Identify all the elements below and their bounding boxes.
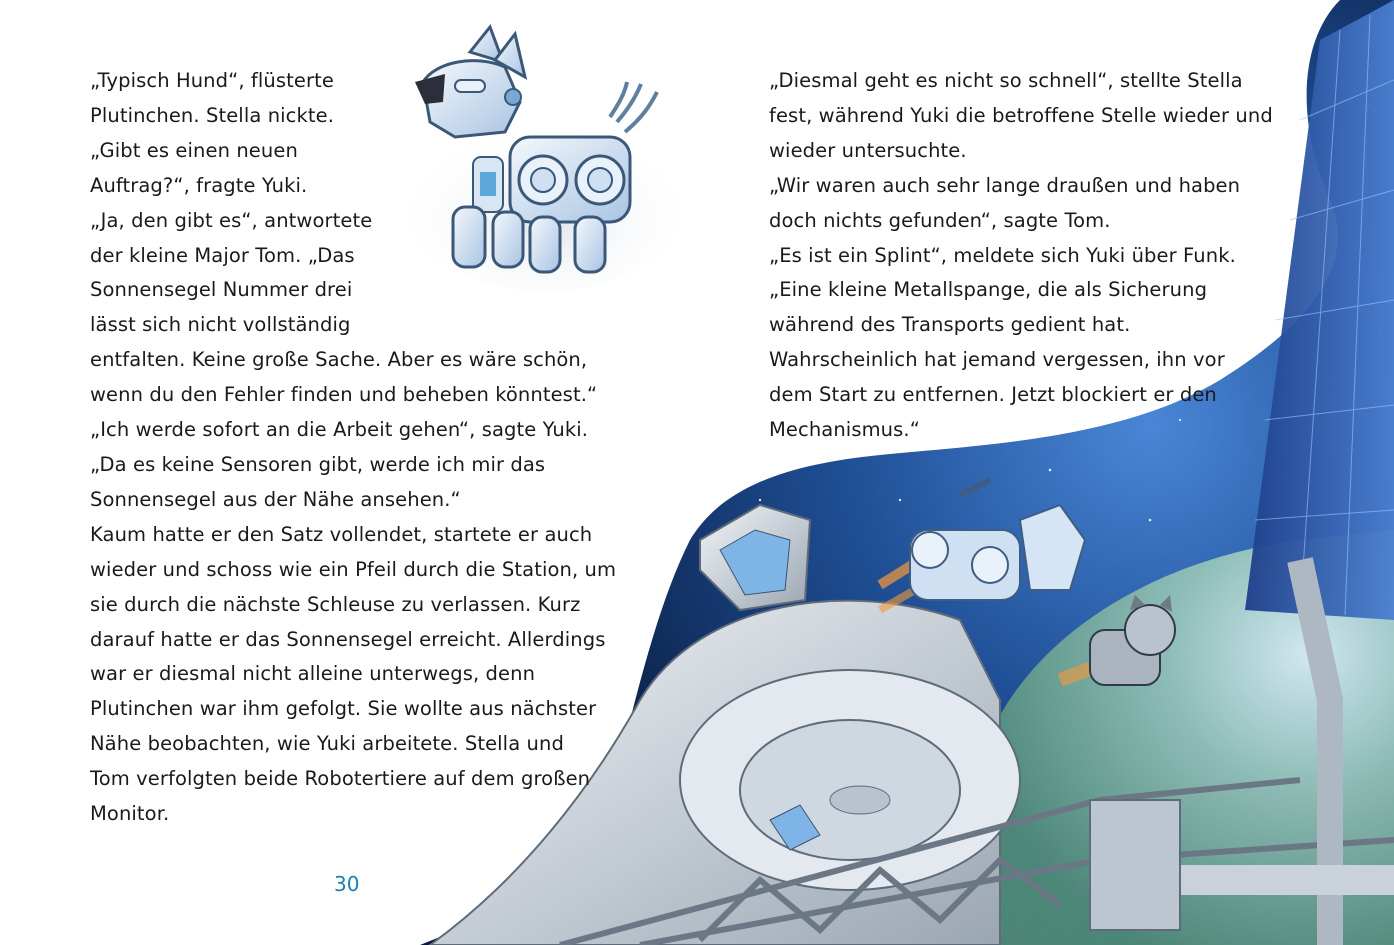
text-line: entfalten. Keine große Sache. Aber es wäre schön,: [90, 348, 588, 372]
text-line: wenn du den Fehler finden und beheben könntest.“: [90, 383, 598, 407]
text-line: „Da es keine Sensoren gibt, werde ich mir das: [90, 452, 546, 476]
text-line: Wahrscheinlich hat jemand vergessen, ihn vor: [769, 348, 1225, 372]
text-line: lässt sich nicht vollständig: [90, 313, 351, 337]
page-number: 30: [334, 872, 360, 896]
text-line: darauf hatte er das Sonnensegel erreicht. Allerdings: [90, 627, 606, 651]
text-line: Nähe beobachten, wie Yuki arbeitete. Stella und: [90, 732, 564, 756]
text-line: „Eine kleine Metallspange, die als Sicherung: [769, 278, 1208, 302]
right-column-text: [769, 64, 1309, 448]
text-line: dem Start zu entfernen. Jetzt blockiert er den: [769, 383, 1217, 407]
text-line: „Es ist ein Splint“, meldete sich Yuki über Funk.: [769, 243, 1236, 267]
text-line: „Diesmal geht es nicht so schnell“, stellte Stella: [769, 69, 1243, 92]
text-line: wieder untersuchte.: [769, 138, 967, 162]
text-line: Sonnensegel aus der Nähe ansehen.“: [90, 487, 461, 511]
text-line: fest, während Yuki die betroffene Stelle wieder und: [769, 103, 1273, 127]
text-line: „Ja, den gibt es“, antwortete: [90, 208, 373, 232]
text-line: Kaum hatte er den Satz vollendet, startete er auch: [90, 522, 593, 546]
text-line: Auftrag?“, fragte Yuki.: [90, 173, 308, 197]
text-line: der kleine Major Tom. „Das: [90, 243, 355, 267]
text-line: Mechanismus.“: [769, 418, 920, 442]
text-line: Sonnensegel Nummer drei: [90, 278, 353, 302]
text-line: „Typisch Hund“, flüsterte: [90, 69, 334, 92]
text-line: Tom verfolgten beide Robotertiere auf dem großen: [90, 767, 591, 791]
text-line: „Ich werde sofort an die Arbeit gehen“, sagte Yuki.: [90, 418, 589, 442]
left-column-text: [90, 64, 650, 832]
text-line: sie durch die nächste Schleuse zu verlassen. Kurz: [90, 592, 581, 616]
text-line: „Gibt es einen neuen: [90, 138, 298, 162]
text-line: wieder und schoss wie ein Pfeil durch die Station, um: [90, 557, 617, 581]
text-line: Plutinchen war ihm gefolgt. Sie wollte aus nächster: [90, 697, 597, 721]
text-line: Plutinchen. Stella nickte.: [90, 103, 335, 127]
text-line: doch nichts gefunden“, sagte Tom.: [769, 208, 1111, 232]
text-line: „Wir waren auch sehr lange draußen und haben: [769, 173, 1241, 197]
text-line: war er diesmal nicht alleine unterwegs, denn: [90, 662, 536, 686]
text-line: Monitor.: [90, 802, 170, 826]
text-line: während des Transports gedient hat.: [769, 313, 1131, 337]
